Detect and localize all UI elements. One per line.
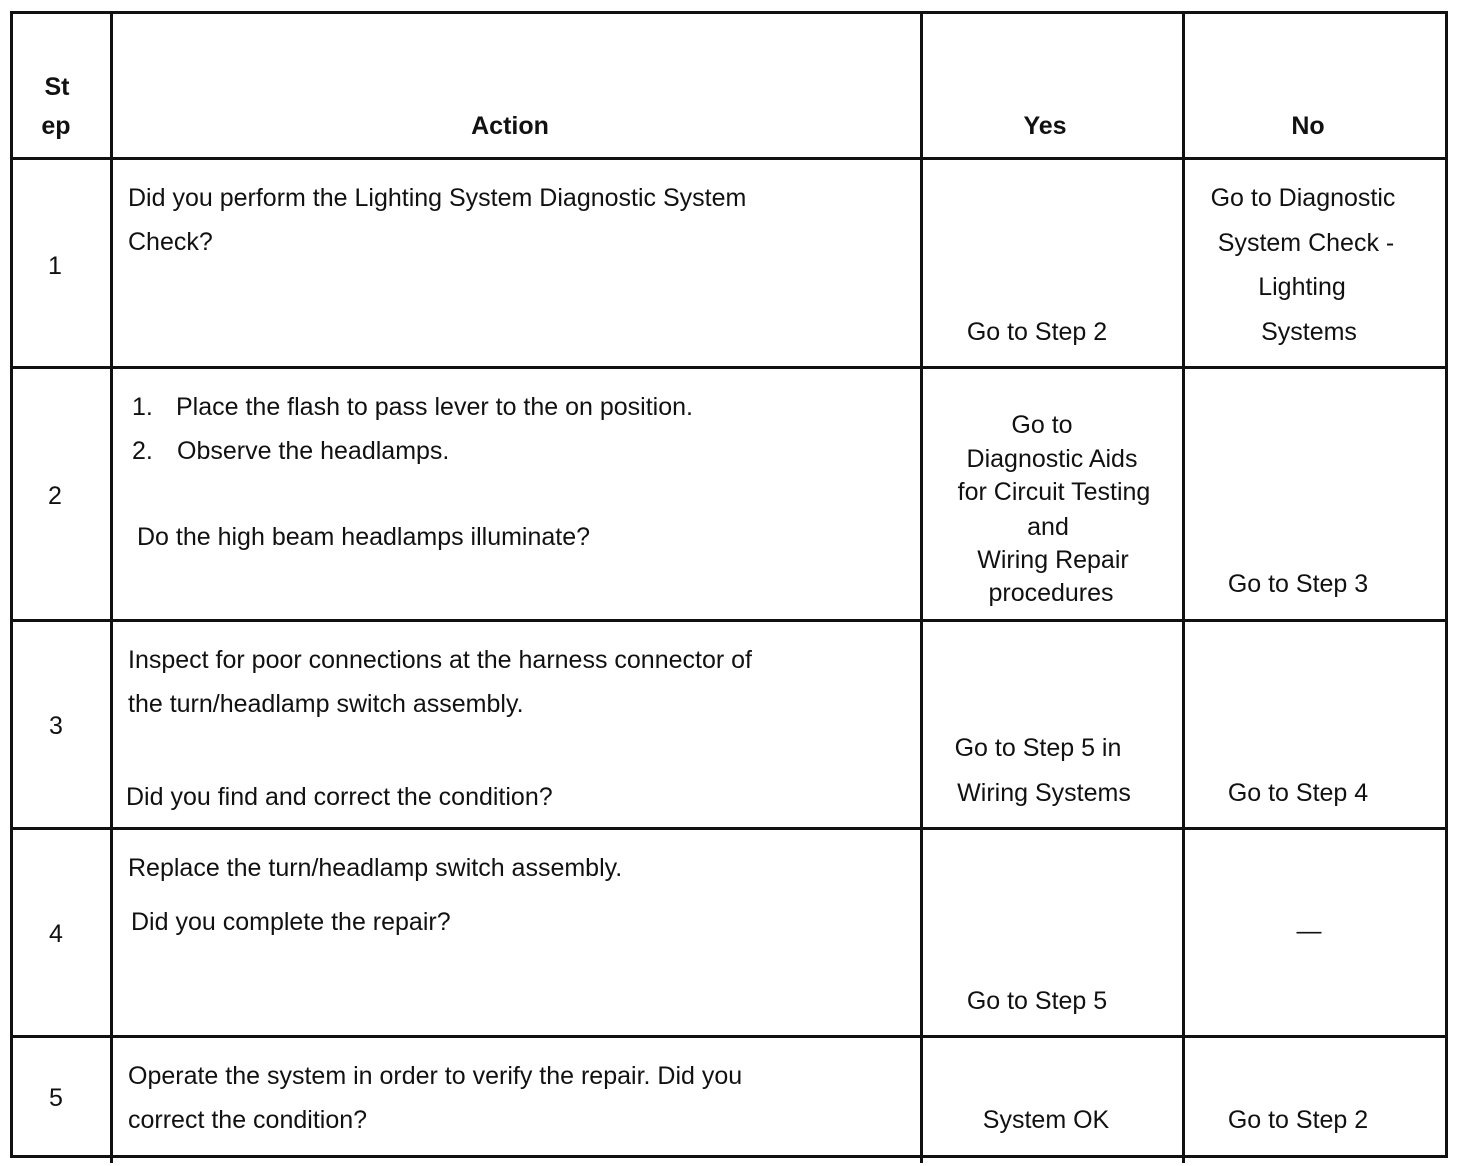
- yes-result: Wiring Systems: [957, 779, 1131, 807]
- column-divider: [1182, 11, 1185, 1163]
- row-divider: [10, 366, 1448, 369]
- column-divider: [920, 11, 923, 1163]
- no-result: Go to Step 2: [1227, 1106, 1369, 1134]
- header-yes: Yes: [1023, 112, 1067, 140]
- list-text: Observe the headlamps.: [177, 437, 450, 465]
- header-no: No: [1291, 112, 1325, 140]
- table-border-top: [10, 11, 1448, 14]
- action-text: Replace the turn/headlamp switch assembly.: [128, 854, 623, 882]
- action-text: Inspect for poor connections at the harness connector of: [128, 646, 752, 674]
- step-number: 2: [48, 482, 62, 510]
- table-border-left: [10, 11, 13, 1158]
- row-divider: [10, 827, 1448, 830]
- action-text: Operate the system in order to verify the repair. Did you: [128, 1062, 743, 1090]
- yes-result: Wiring Repair: [977, 546, 1129, 574]
- header-step: St: [44, 73, 70, 101]
- action-text: Did you perform the Lighting System Diagnostic System: [128, 184, 747, 212]
- action-text: Do the high beam headlamps illuminate?: [137, 523, 591, 551]
- step-number: 4: [49, 920, 63, 948]
- action-text: Check?: [128, 228, 213, 256]
- header-action: Action: [471, 112, 549, 140]
- table-border-bottom: [10, 1155, 1448, 1158]
- no-result: —: [1296, 917, 1322, 945]
- no-result: Lighting: [1258, 273, 1346, 301]
- yes-result: Go to: [1011, 411, 1073, 439]
- no-result: Go to Step 3: [1227, 570, 1369, 598]
- step-number: 1: [48, 252, 62, 280]
- list-text: Place the flash to pass lever to the on position.: [176, 393, 693, 421]
- yes-result: Diagnostic Aids: [966, 445, 1138, 473]
- row-divider: [10, 619, 1448, 622]
- table-border-right: [1445, 11, 1448, 1158]
- header-step: ep: [41, 112, 71, 140]
- row-divider: [10, 1035, 1448, 1038]
- action-text: correct the condition?: [128, 1106, 368, 1134]
- yes-result: procedures: [988, 579, 1114, 607]
- column-divider: [110, 11, 113, 1163]
- yes-result: System OK: [982, 1106, 1110, 1134]
- no-result: Systems: [1261, 318, 1357, 346]
- row-divider: [10, 157, 1448, 160]
- yes-result: Go to Step 5: [966, 987, 1108, 1015]
- yes-result: Go to Step 2: [966, 318, 1108, 346]
- step-number: 5: [49, 1084, 63, 1112]
- action-text: Did you find and correct the condition?: [126, 783, 553, 811]
- list-number: 2.: [132, 437, 153, 465]
- action-text: Did you complete the repair?: [131, 908, 451, 936]
- no-result: Go to Diagnostic: [1210, 184, 1396, 212]
- yes-result: and: [1027, 513, 1069, 541]
- no-result: Go to Step 4: [1227, 779, 1369, 807]
- yes-result: for Circuit Testing: [957, 478, 1151, 506]
- yes-result: Go to Step 5 in: [954, 734, 1122, 762]
- action-text: the turn/headlamp switch assembly.: [128, 690, 524, 718]
- list-number: 1.: [132, 393, 153, 421]
- no-result: System Check -: [1217, 229, 1395, 257]
- step-number: 3: [49, 712, 63, 740]
